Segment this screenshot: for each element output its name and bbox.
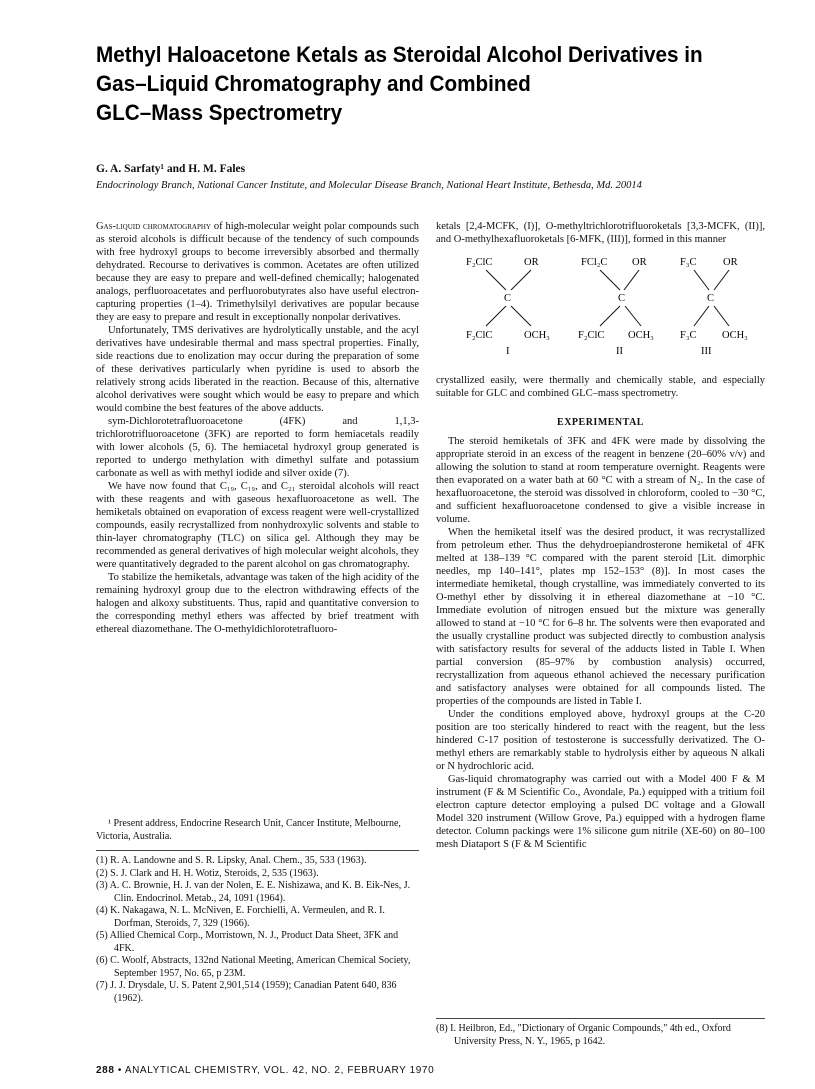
s1-top-left: F₂ClC — [466, 257, 493, 268]
reference-divider — [96, 850, 419, 851]
structure-III — [680, 257, 748, 357]
s2-top-right: OR — [632, 257, 647, 268]
s3-label: III — [701, 346, 712, 357]
s3-bottom-left: F₃C — [680, 330, 697, 341]
left-paragraph-4: We have now found that C₁₉, C₁₉, and C₂₁ steroidal alcohols will react with these reagents and with gaseous hexafluoroacetone as well. The hemiketals obtained on evaporation of excess reagent were well-crystallized compounds, easily recrystallized from nonhydroxylic solvents and stable to thin-layer chromatography (TLC) on silica gel. Although they may be recommended as general derivatives of high molecular weight alcohols, they were quantitatively degraded to the parent alcohol on gas chromatography. — [96, 481, 419, 570]
footnote: ¹ Present address, Endocrine Research Unit, Cancer Institute, Melbourne, Victoria, Australia. — [96, 818, 401, 842]
reference-item: (7) J. J. Drysdale, U. S. Patent 2,901,514 (1959); Canadian Patent 640, 836 (1962). — [96, 980, 397, 1004]
right-column — [436, 220, 765, 851]
s2-bottom-left: F₂ClC — [578, 330, 605, 341]
structure-I — [466, 257, 550, 357]
right-reference-list — [436, 1023, 765, 1048]
reference-item: (8) I. Heilbron, Ed., "Dictionary of Organic Compounds," 4th ed., Oxford University Press, N. Y., 1965, p 1642. — [436, 1023, 731, 1047]
footer-bullet: • — [117, 1065, 122, 1076]
s1-label: I — [506, 346, 510, 357]
left-column — [96, 220, 419, 636]
s1-bottom-right: OCH₃ — [524, 330, 550, 341]
s3-center: C — [707, 293, 715, 304]
right-paragraph-5: Under the conditions employed above, hydroxyl groups at the C-20 position are too sterically hindered to react with the reagent, but the less hindered C-17 position of testosterone is successfully derivatized. The O-methyl ethers are remarkably stable to hydrolysis either by aqueous N alkali or N hydrochloric acid. — [436, 709, 765, 772]
reference-item: (2) S. J. Clark and H. H. Wotiz, Steroids, 2, 535 (1963). — [96, 867, 319, 879]
right-reference-divider — [436, 1018, 765, 1019]
title-line-1: Methyl Haloacetone Ketals as Steroidal Alcohol Derivatives in — [96, 42, 703, 67]
structure-II — [578, 257, 654, 357]
left-paragraph-3: sym-Dichlorotetrafluoroacetone (4FK) and 1,1,3-trichlorotrifluoroacetone (3FK) are reported to form hemiacetals readily with lower alcohols (5, 6). The hemiacetal hydroxyl group generated is reported to undergo methylation with dimethyl sulfate and potassium carbonate as well as with methyl iodide and silver oxide (7). — [96, 416, 419, 479]
right-paragraph-2: crystallized easily, were thermally and chemically stable, and especially suitable for GLC and combined GLC–mass spectrometry. — [436, 375, 765, 399]
right-paragraph-3: The steroid hemiketals of 3FK and 4FK were made by dissolving the appropriate steroid in an excess of the reagent in benzene (20–60% v/v) and allowing the solution to stand at room temperature overnight. Reagents were then evaporated on a water bath at 60 °C with a stream of N₂. In the case of hexafluoroacetone, the steroid was dissolved in chloroform, cooled to −30 °C, and sufficient hexafluoroacetone condensed to give a visible increase in volume. — [436, 436, 765, 525]
title-line-3: GLC–Mass Spectrometry — [96, 100, 343, 125]
s1-bottom-left: F₂ClC — [466, 330, 493, 341]
journal-citation: ANALYTICAL CHEMISTRY, VOL. 42, NO. 2, FEBRUARY 1970 — [124, 1065, 435, 1076]
s1-top-right: OR — [524, 257, 539, 268]
ketal-structures — [436, 250, 765, 370]
left-paragraph-1: Gas-liquid chromatography of high-molecular weight polar compounds such as steroid alcohols is difficult because of the tendency of such compounds with free hydroxyl groups to become irreversibly absorbed and thermally dehydrated. Recourse to derivatives is common. Acetates are often utilized because they are easy to prepare and well-defined chemically; halogenated analogs, perfluoroacetates and perfluorobutyrates also have useful electron-capturing properties (1–4). Trimethylsilyl derivatives are popular because they are easy to prepare and result in exceptionally nonpolar derivatives. — [96, 221, 420, 323]
structure-diagram — [436, 250, 765, 370]
reference-item: (1) R. A. Landowne and S. R. Lipsky, Anal. Chem., 35, 533 (1963). — [96, 855, 367, 866]
left-paragraph-2: Unfortunately, TMS derivatives are hydrolytically unstable, and the acyl derivatives have undesirable thermal and mass spectral properties. Finally, side reactions due to enolization may occur during the preparation of some of these derivatives particularly when pyridine is used to absorb the relatively strong acids liberated in the reaction. Because of this, alternative alcohol derivatives were sought which would be easy to prepare and which would combine the best features of the above adducts. — [96, 325, 419, 414]
section-heading: EXPERIMENTAL — [557, 417, 644, 428]
reference-item: (3) A. C. Brownie, H. J. van der Nolen, E. E. Nishizawa, and K. B. Eik-Nes, J. Clin. Endocrinol. Metab., 24, 1091 (1964). — [96, 880, 411, 904]
reference-item: (5) Allied Chemical Corp., Morristown, N. J., Product Data Sheet, 3FK and 4FK. — [96, 930, 399, 954]
affiliation: Endocrinology Branch, National Cancer Institute, and Molecular Disease Branch, National Heart Institute, Bethesda, Md. 20014 — [96, 180, 642, 191]
article-title — [96, 40, 722, 127]
s2-center: C — [618, 293, 626, 304]
lead-in: Gas-liquid chromatography — [96, 221, 211, 232]
s3-top-left: F₃C — [680, 257, 697, 268]
reference-item: (6) C. Woolf, Abstracts, 132nd National Meeting, American Chemical Society, September 1957, No. 65, p 23M. — [96, 955, 411, 979]
s3-bottom-right: OCH₃ — [722, 330, 748, 341]
title-line-2: Gas–Liquid Chromatography and Combined — [96, 71, 531, 96]
s3-top-right: OR — [723, 257, 738, 268]
page-number: 288 — [96, 1065, 115, 1076]
page-footer — [96, 1065, 434, 1076]
reference-list — [96, 855, 419, 1005]
right-paragraph-4: When the hemiketal itself was the desired product, it was recrystallized from petroleum ether. Thus the dehydroepiandrosterone hemiketal of 4FK melted at 138–139 °C compared with the parent steroid [Lit. dimorphic needles, mp 140–141°, plates mp 152–153° (8)]. In most cases the intermediate hemiketal, though crystalline, was immediately converted to its O-methyl ether by dissolving it in ethereal diazomethane at −10 °C. Immediate evolution of nitrogen ensued but the mixture was generally allowed to stand at −10 °C for 6–8 hr. The solvents were then evaporated and the usually crystalline product was subjected directly to combustion analysis with satisfactory results for several of the adducts listed in Table I. When partial conversion (85–97% by combustion analysis) occurred, recrystallization from aqueous ethanol achieved the necessary purification and satisfactory analyses were obtained for all compounds listed. The properties of the compounds are listed in Table I. — [436, 527, 765, 707]
s2-top-left: FCl₂C — [581, 257, 608, 268]
authors: G. A. Sarfaty¹ and H. M. Fales — [96, 163, 246, 175]
s2-bottom-right: OCH₃ — [628, 330, 654, 341]
right-paragraph-1: ketals [2,4-MCFK, (I)], O-methyltrichlorotrifluoroketals [3,3-MCFK, (II)], and O-methylhexafluoroketals [6-MFK, (III)], formed in this manner — [436, 221, 765, 245]
reference-item: (4) K. Nakagawa, N. L. McNiven, E. Forchielli, A. Vermeulen, and R. I. Dorfman, Steroids, 7, 329 (1966). — [96, 905, 385, 929]
left-paragraph-5: To stabilize the hemiketals, advantage was taken of the high acidity of the remaining hydroxyl group due to the electron withdrawing effects of the halogen and alkoxy substituents. Thus, rapid and quantitative conversion to the corresponding methyl ethers was affected by brief treatment with ethereal diazomethane. The O-methyldichlorotetrafluoro- — [96, 572, 419, 635]
s1-center: C — [504, 293, 512, 304]
s2-label: II — [616, 346, 623, 357]
right-paragraph-6: Gas-liquid chromatography was carried out with a Model 400 F & M instrument (F & M Scientific Co., Avondale, Pa.) equipped with a tritium foil electron capture detector employing a pulsed DC voltage and a Glowall Model 320 instrument (Willow Grove, Pa.) equipped with a hydrogen flame detector. Column packings were 1% silicone gum nitrile (XE-60) on 80–100 mesh Diataport S (F & M Scientific — [436, 774, 765, 850]
